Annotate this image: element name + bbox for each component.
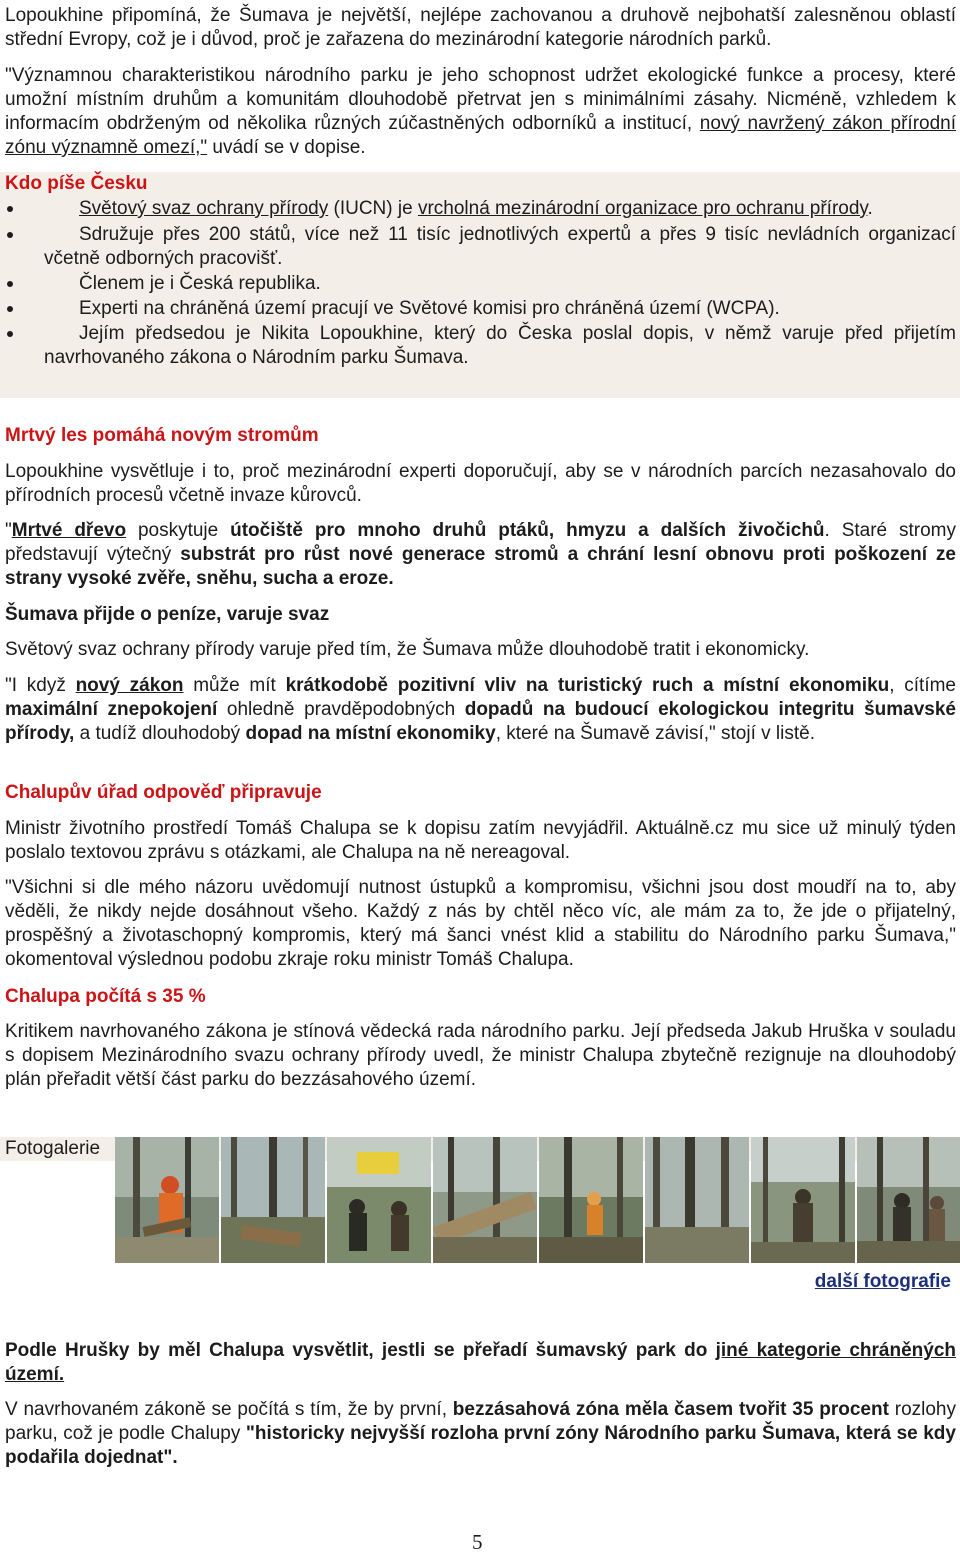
zone-paragraph: V navrhovaném zákoně se počítá s tím, že by první, bezzásahová zóna měla časem tvořit 35 procent rozlohy parku, což je podle Chalupy "historicky nejvyšší rozloha první zóny Národního parku Šumava, která se kdy podařila dojednat".: [5, 1399, 956, 1468]
money-paragraph-2: "I když nový zákon může mít krátkodobě pozitivní vliv na turistický ruch a místní ekonomiku, cítíme maximální znepokojení ohledně pravděpodobných dopadů na budoucí ekologickou integritu šumavské přírody, a tudíž dlouhodobý dopad na místní ekonomiky, které na Šumavě závisí," stojí v listě.: [5, 675, 956, 744]
list-item: Sdružuje přes 200 států, více než 11 tisíc jednotlivých expertů a přes 9 tisíc nevládních organizací včetně odborných pracovišť.: [5, 223, 956, 271]
gallery-photo[interactable]: [857, 1137, 960, 1263]
gallery-photo[interactable]: [539, 1137, 643, 1263]
bullet-icon: [7, 306, 13, 312]
list-item: Světový svaz ochrany přírody (IUCN) je vrcholná mezinárodní organizace pro ochranu přírody.: [5, 197, 956, 221]
chalupa-paragraph-2: "Všichni si dle mého názoru uvědomují nutnost ústupků a kompromisu, všichni jsou dost moudří na to, aby věděli, že nikdy nejde dosáhnout všeho. Každý z nás by chtěl něco víc, ale mám za to, že jde o přijatelný, prospěšný a životaschopný kompromis, který má šanci vnést klid a stabilitu do Národního parku Šumava," okomentoval výslednou podobu zkraje roku ministr Tomáš Chalupa.: [5, 877, 956, 970]
new-law-link-2[interactable]: nový zákon: [75, 675, 184, 696]
dead-forest-paragraph-1: Lopoukhine vysvětluje i to, proč mezinárodní experti doporučují, aby se v národních parcích nezasahovalo do přírodních procesů včetně invaze kůrovců.: [5, 461, 956, 506]
gallery-photo[interactable]: [433, 1137, 537, 1263]
chalupa-paragraph-1: Ministr životního prostředí Tomáš Chalupa se k dopisu zatím nevyjádřil. Aktuálně.cz mu sice už minulý týden poslalo textovou zprávu s otázkami, ale Chalupa na ně nereagoval.: [5, 818, 956, 863]
bullet-icon: [7, 232, 13, 238]
info-box-title: Kdo píše Česku: [5, 173, 148, 194]
bullet-icon: [7, 281, 13, 287]
list-item: Experti na chráněná území pracují ve Světové komisi pro chráněná území (WCPA).: [5, 297, 956, 321]
gallery-photo[interactable]: [751, 1137, 855, 1263]
organization-link[interactable]: vrcholná mezinárodní organizace pro ochranu přírody: [417, 198, 868, 219]
more-photos-link[interactable]: další fotografi: [814, 1271, 941, 1292]
hruska-paragraph: Podle Hrušky by měl Chalupa vysvětlit, jestli se přeřadí šumavský park do jiné kategorie chráněných území.: [5, 1340, 957, 1385]
page-number: 5: [472, 1530, 483, 1554]
money-paragraph-1: Světový svaz ochrany přírody varuje před tím, že Šumava může dlouhodobě tratit i ekonomicky.: [5, 639, 810, 660]
gallery-photo[interactable]: [221, 1137, 325, 1263]
bullet-icon: [7, 206, 13, 212]
list-item: Jejím předsedou je Nikita Lopoukhine, který do Česka poslal dopis, v němž varuje před přijetím navrhovaného zákona o Národním parku Šumava.: [5, 322, 956, 370]
iucn-link[interactable]: Světový svaz ochrany přírody: [79, 198, 329, 219]
section-heading-35-percent: Chalupa počítá s 35 %: [5, 986, 206, 1007]
dead-wood-link[interactable]: Mrtvé dřevo: [11, 520, 127, 541]
gallery-photo[interactable]: [327, 1137, 431, 1263]
gallery-photo[interactable]: [115, 1137, 219, 1263]
intro-paragraph-1: Lopoukhine připomíná, že Šumava je největší, nejlépe zachovanou a druhově nejbohatší zalesněnou oblastí střední Evropy, což je i důvod, proč je zařazena do mezinárodní kategorie národních parků.: [5, 5, 956, 50]
section-heading-dead-forest: Mrtvý les pomáhá novým stromům: [5, 425, 319, 446]
list-item: Členem je i Česká republika.: [5, 272, 956, 296]
info-box: [0, 172, 960, 398]
more-photos: další fotografie: [814, 1271, 951, 1292]
section-heading-chalupa-office: Chalupův úřad odpověď připravuje: [5, 782, 322, 803]
intro-paragraph-2: "Významnou charakteristikou národního parku je jeho schopnost udržet ekologické funkce a procesy, které umožní místním druhům a komunitám dlouhodobě přetrvat jen s minimálními zásahy. Nicméně, vzhledem k informacím obdrženým od několika různých zúčastněných odborníků a institucí, nový navržený zákon přírodní zónu významně omezí," uvádí se v dopise.: [5, 65, 957, 158]
bullet-icon: [7, 331, 13, 337]
gallery-photo[interactable]: [645, 1137, 749, 1263]
info-box-list: [5, 197, 956, 370]
35-percent-paragraph: Kritikem navrhovaného zákona je stínová vědecká rada národního parku. Její předseda Jakub Hruška v souladu s dopisem Mezinárodního svazu ochrany přírody uvedl, že ministr Chalupa zbytečně rezignuje na dlouhodobý plán přeřadit větší část parku do bezzásahového území.: [5, 1021, 956, 1090]
other-category-link[interactable]: jiné kategorie chráněných území.: [5, 1340, 957, 1385]
dead-forest-paragraph-2: "Mrtvé dřevo poskytuje útočiště pro mnoho druhů ptáků, hmyzu a dalších živočichů. Staré stromy představují výtečný substrát pro růst nové generace stromů a chrání lesní obnovu proti poškození ze strany vysoké zvěře, sněhu, sucha a eroze.: [5, 520, 956, 589]
section-heading-money: Šumava přijde o peníze, varuje svaz: [5, 604, 330, 625]
gallery-label: Fotogalerie: [5, 1138, 101, 1159]
new-law-link[interactable]: nový navržený zákon přírodní zónu významně omezí,": [5, 113, 957, 158]
gallery-photos: [115, 1137, 960, 1263]
